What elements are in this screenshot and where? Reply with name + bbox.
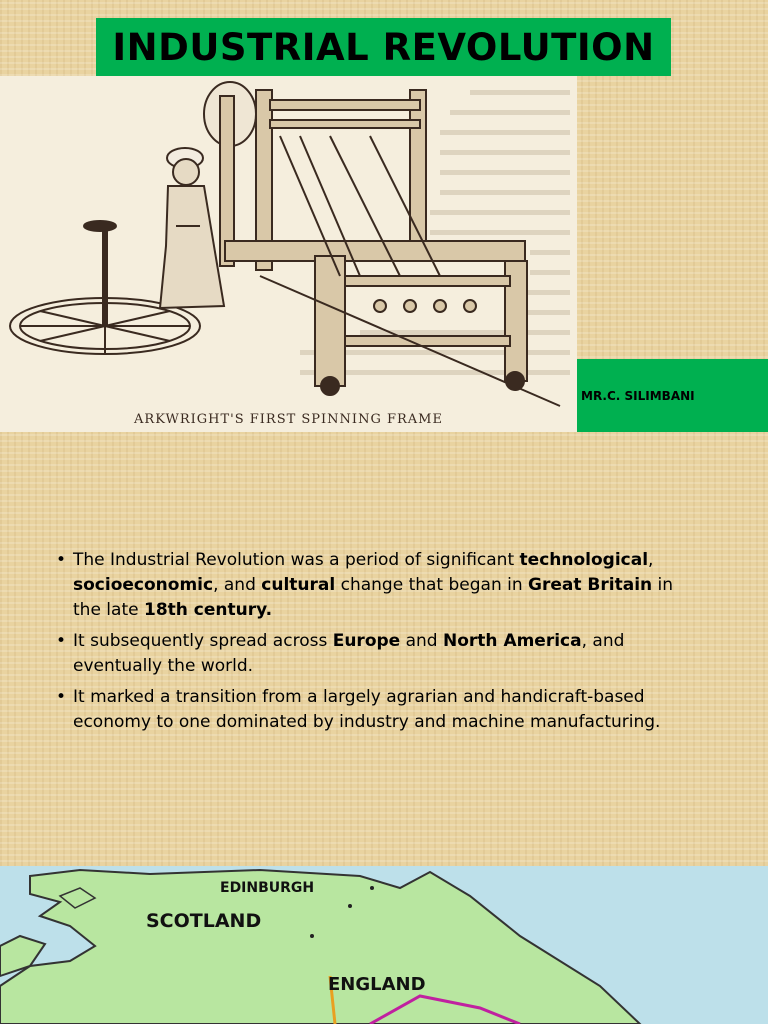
uk-map-shapes bbox=[0, 866, 768, 1024]
label-england: ENGLAND bbox=[328, 974, 426, 995]
bullet-item bbox=[56, 685, 706, 735]
author-name: MR.C. SILIMBANI bbox=[581, 388, 695, 403]
uk-map bbox=[0, 866, 768, 1024]
spinning-frame-drawing bbox=[0, 76, 577, 412]
woman-figure bbox=[160, 148, 224, 308]
bullet-text: The Industrial Revolution was a period of significant technological, socioeconomic, and cultural change that began in Great Britain in the late 18th century. bbox=[73, 550, 674, 620]
author-banner bbox=[577, 359, 768, 432]
bullet-dot: • bbox=[56, 687, 67, 707]
bullet-text: It subsequently spread across Europe and North America, and eventually the world. bbox=[73, 631, 625, 676]
illustration-caption: ARKWRIGHT'S FIRST SPINNING FRAME bbox=[134, 412, 443, 427]
bullet-text: It marked a transition from a largely agrarian and handicraft-based economy to one dominated by industry and machine manufacturing. bbox=[73, 687, 661, 732]
bullet-list bbox=[56, 548, 706, 741]
title-banner bbox=[96, 18, 671, 76]
label-scotland: SCOTLAND bbox=[146, 910, 262, 932]
spinning-frame-illustration bbox=[0, 76, 577, 432]
bullet-item bbox=[56, 548, 706, 623]
bullet-item bbox=[56, 629, 706, 679]
label-edinburgh: EDINBURGH bbox=[220, 880, 315, 896]
slide-title: INDUSTRIAL REVOLUTION bbox=[112, 25, 655, 69]
bullet-dot: • bbox=[56, 550, 67, 570]
bullet-dot: • bbox=[56, 631, 67, 651]
